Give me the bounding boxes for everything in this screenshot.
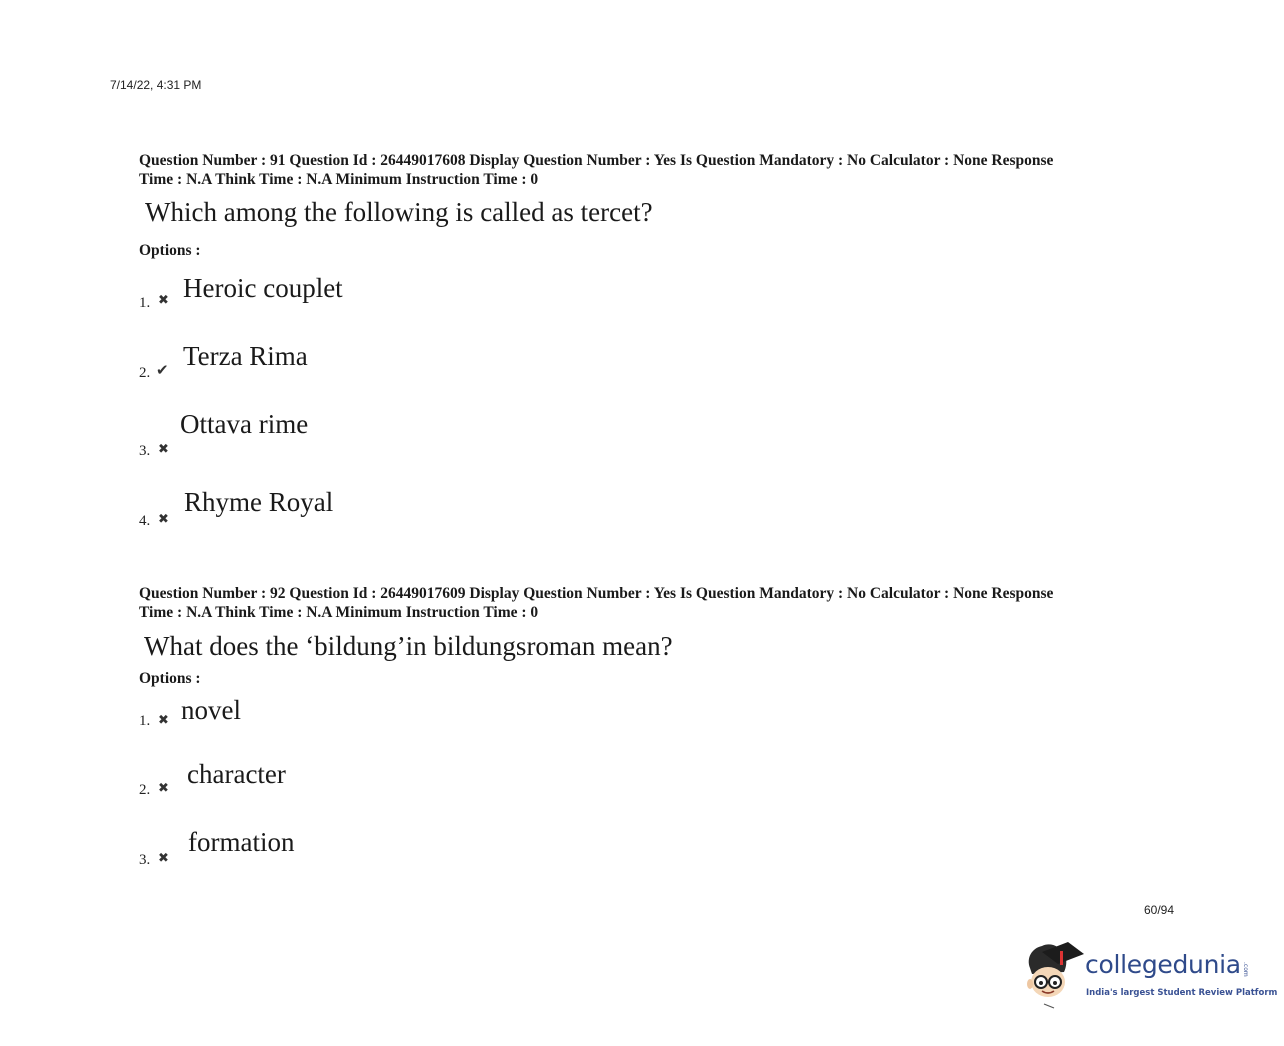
brand-name: collegedunia <box>1085 950 1241 979</box>
wrong-mark-icon: ✖ <box>158 850 169 865</box>
question-meta-line: Question Number : 91 Question Id : 26449017608 Display Question Number : Yes Is Question Mandatory : No Calculator : None Response <box>139 152 1054 169</box>
option-text: novel <box>181 695 241 725</box>
option-number: 2. <box>139 365 151 381</box>
question-meta-line: Time : N.A Think Time : N.A Minimum Instruction Time : 0 <box>139 604 539 621</box>
question-meta <box>139 151 1149 189</box>
brand-tagline: India's largest Student Review Platform <box>1086 988 1278 998</box>
option-text: Terza Rima <box>183 341 308 371</box>
options-label: Options : <box>139 242 201 259</box>
question-meta-line: Question Number : 92 Question Id : 26449017609 Display Question Number : Yes Is Question Mandatory : No Calculator : None Response <box>139 585 1054 602</box>
page-number: 60/94 <box>1144 903 1175 917</box>
option-number: 1. <box>139 713 151 729</box>
option-number: 3. <box>139 852 151 868</box>
wrong-mark-icon: ✖ <box>158 511 169 526</box>
correct-check-icon: ✔ <box>156 363 169 379</box>
question-text: What does the ‘bildung’in bildungsroman mean? <box>144 631 673 661</box>
option-text: Rhyme Royal <box>184 487 334 517</box>
option-text: Heroic couplet <box>183 273 343 303</box>
print-timestamp: 7/14/22, 4:31 PM <box>110 78 202 92</box>
option-number: 2. <box>139 782 151 798</box>
wrong-mark-icon: ✖ <box>158 292 169 307</box>
option-text: character <box>187 759 286 789</box>
options-label: Options : <box>139 670 201 687</box>
option-number: 1. <box>139 295 151 311</box>
option-number: 4. <box>139 513 151 529</box>
option-text: formation <box>188 827 295 857</box>
option-text: Ottava rime <box>180 409 309 439</box>
wrong-mark-icon: ✖ <box>158 441 169 456</box>
question-meta-line: Time : N.A Think Time : N.A Minimum Instruction Time : 0 <box>139 171 539 188</box>
option-number: 3. <box>139 443 151 459</box>
question-text: Which among the following is called as tercet? <box>145 197 653 227</box>
mascot-graduate-icon <box>1024 938 1086 1010</box>
wrong-mark-icon: ✖ <box>158 712 169 727</box>
wrong-mark-icon: ✖ <box>158 780 169 795</box>
brand-suffix: .com <box>1242 962 1249 977</box>
question-meta <box>139 584 1149 622</box>
